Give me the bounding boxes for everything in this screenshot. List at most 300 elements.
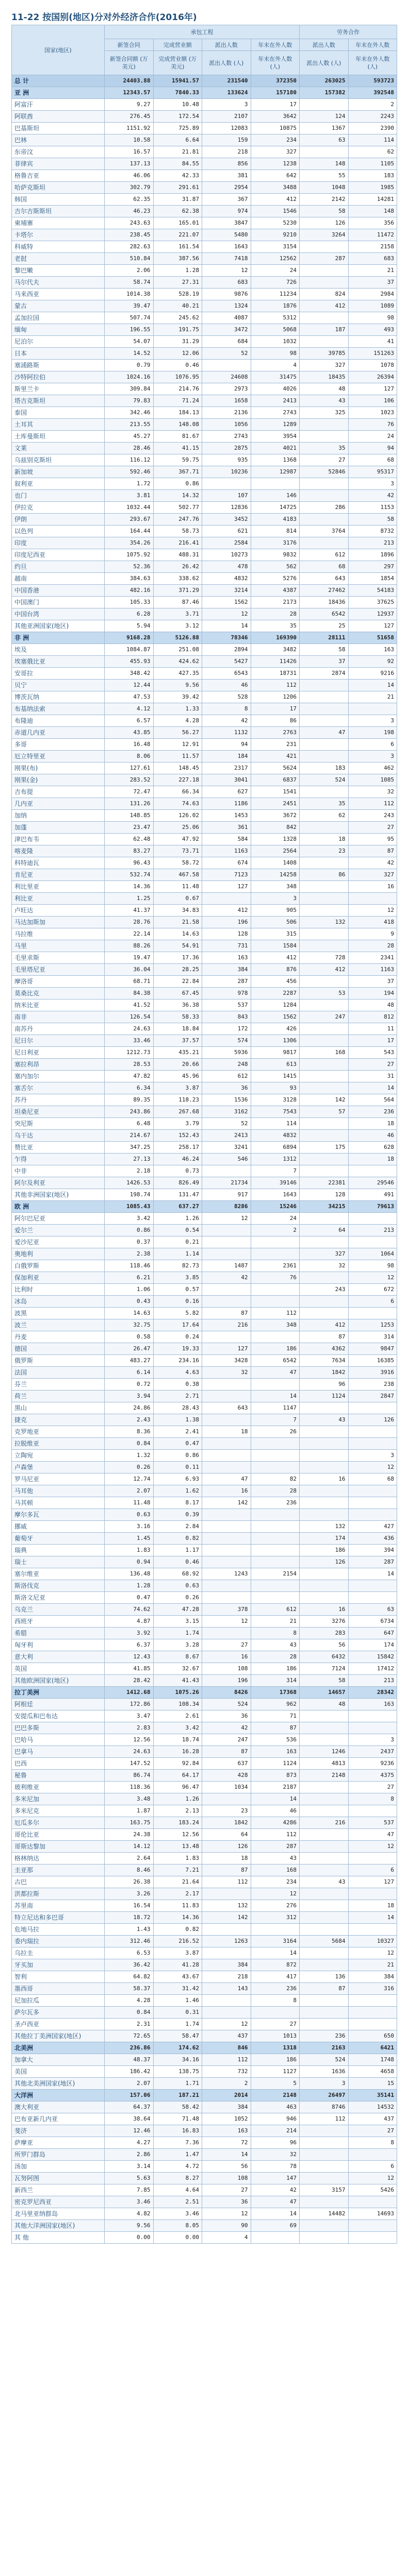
- value-cell: 1426.53: [105, 1177, 154, 1189]
- value-cell: 1238: [251, 158, 300, 170]
- value-cell: 7543: [251, 1106, 300, 1118]
- value-cell: 1075.26: [153, 1687, 202, 1699]
- value-cell: 2.84: [153, 1521, 202, 1533]
- value-cell: 2437: [348, 1746, 397, 1758]
- value-cell: 42.33: [153, 170, 202, 182]
- table-row: [12, 229, 397, 241]
- value-cell: 126: [202, 1841, 251, 1853]
- value-cell: 42: [202, 1722, 251, 1734]
- value-cell: [202, 1438, 251, 1450]
- value-cell: 267.68: [153, 1106, 202, 1118]
- value-cell: 6: [348, 1296, 397, 1308]
- value-cell: 437: [202, 2030, 251, 2042]
- country-name-cell: 卢旺达: [12, 905, 105, 917]
- country-name-cell: 俄罗斯: [12, 1355, 105, 1367]
- value-cell: 612: [251, 1604, 300, 1616]
- table-row: [12, 1734, 397, 1746]
- value-cell: [300, 1912, 349, 1924]
- country-name-cell: 喀麦隆: [12, 845, 105, 857]
- value-cell: 16: [300, 1604, 349, 1616]
- value-cell: [348, 1236, 397, 1248]
- table-row: [12, 1651, 397, 1663]
- country-name-cell: 坦桑尼亚: [12, 1106, 105, 1118]
- value-cell: 39.42: [153, 691, 202, 703]
- value-cell: 28.25: [153, 964, 202, 976]
- value-cell: 71: [251, 1710, 300, 1722]
- value-cell: 132: [300, 1521, 349, 1533]
- value-cell: 48: [300, 383, 349, 395]
- value-cell: [300, 1082, 349, 1094]
- value-cell: [348, 1592, 397, 1604]
- value-cell: [300, 1782, 349, 1793]
- value-cell: 1075.92: [105, 549, 154, 561]
- value-cell: 7.85: [105, 2184, 154, 2196]
- value-cell: 3.42: [153, 1722, 202, 1734]
- country-name-cell: 其他北美洲国家(地区): [12, 2078, 105, 2090]
- value-cell: 41.52: [105, 999, 154, 1011]
- value-cell: 174.62: [153, 2042, 202, 2054]
- table-body: [12, 75, 397, 2244]
- value-cell: 24608: [202, 371, 251, 383]
- table-row: [12, 1142, 397, 1154]
- value-cell: 2984: [348, 289, 397, 300]
- value-cell: [251, 1331, 300, 1343]
- country-name-cell: 赞比亚: [12, 1142, 105, 1154]
- value-cell: 3764: [300, 526, 349, 537]
- value-cell: 9236: [348, 1758, 397, 1770]
- value-cell: 0.82: [153, 1533, 202, 1545]
- value-cell: [251, 1556, 300, 1568]
- value-cell: 537: [202, 999, 251, 1011]
- country-name-cell: 哥斯达黎加: [12, 1841, 105, 1853]
- value-cell: [348, 1165, 397, 1177]
- table-row: [12, 383, 397, 395]
- country-name-cell: 立陶宛: [12, 1450, 105, 1462]
- value-cell: 325: [300, 407, 349, 419]
- value-cell: 27: [202, 1639, 251, 1651]
- country-name-cell: 其他拉丁美洲国家(地区): [12, 2030, 105, 2042]
- value-cell: 0.84: [105, 2007, 154, 2019]
- country-name-cell: 布基纳法索: [12, 703, 105, 715]
- value-cell: 524: [202, 1699, 251, 1710]
- value-cell: 9817: [251, 1047, 300, 1059]
- value-cell: 213: [348, 537, 397, 549]
- table-row: [12, 1236, 397, 1248]
- table-row: [12, 1983, 397, 1995]
- country-name-cell: 越南: [12, 573, 105, 585]
- value-cell: 1.72: [105, 478, 154, 490]
- country-name-cell: 也门: [12, 490, 105, 502]
- table-row: [12, 1793, 397, 1805]
- country-name-cell: 南非: [12, 1011, 105, 1023]
- country-name-cell: 马拉维: [12, 928, 105, 940]
- country-name-cell: 北美洲: [12, 2042, 105, 2054]
- value-cell: 1.87: [105, 1805, 154, 1817]
- value-cell: 76: [251, 1272, 300, 1284]
- value-cell: 168: [251, 1865, 300, 1876]
- country-name-cell: 圣卢西亚: [12, 2019, 105, 2030]
- table-row: [12, 1343, 397, 1355]
- value-cell: 64: [202, 1829, 251, 1841]
- table-row: [12, 1402, 397, 1414]
- value-cell: 2148: [300, 1770, 349, 1782]
- value-cell: [300, 1236, 349, 1248]
- value-cell: 148: [348, 206, 397, 217]
- table-row: [12, 146, 397, 158]
- table-row: [12, 348, 397, 360]
- value-cell: 127: [348, 620, 397, 632]
- header-contract-dispatched: 派出人数 (人): [202, 51, 251, 75]
- value-cell: 316: [348, 1983, 397, 1995]
- value-cell: 64.82: [105, 1971, 154, 1983]
- table-row: [12, 1841, 397, 1853]
- table-row: [12, 241, 397, 253]
- header-group-contract: 承包工程: [105, 25, 300, 39]
- value-cell: 0.26: [105, 1462, 154, 1473]
- value-cell: 69: [251, 2220, 300, 2232]
- value-cell: 4: [202, 2232, 251, 2244]
- country-name-cell: 波兰: [12, 1319, 105, 1331]
- value-cell: 1052: [202, 2113, 251, 2125]
- value-cell: 243.63: [105, 217, 154, 229]
- value-cell: 283.52: [105, 774, 154, 786]
- value-cell: 348.42: [105, 668, 154, 680]
- value-cell: 1541: [251, 786, 300, 798]
- table-row: [12, 1604, 397, 1616]
- value-cell: 1.47: [153, 2149, 202, 2161]
- value-cell: 124: [300, 111, 349, 123]
- value-cell: 36: [202, 2196, 251, 2208]
- value-cell: 112: [251, 1829, 300, 1841]
- value-cell: 8: [202, 703, 251, 715]
- country-name-cell: 中国香港: [12, 585, 105, 597]
- value-cell: 152.43: [153, 1130, 202, 1142]
- value-cell: 21: [348, 265, 397, 277]
- country-name-cell: 希腊: [12, 1628, 105, 1639]
- value-cell: 3162: [202, 1106, 251, 1118]
- value-cell: [348, 2220, 397, 2232]
- value-cell: 3.85: [153, 1272, 202, 1284]
- header-sub-labor-year-end: 年末在外人数: [348, 39, 397, 51]
- value-cell: 27: [348, 1059, 397, 1071]
- value-cell: 3954: [251, 431, 300, 443]
- country-name-cell: 所罗门群岛: [12, 2149, 105, 2161]
- value-cell: 1212.73: [105, 1047, 154, 1059]
- value-cell: 3: [251, 893, 300, 905]
- table-row: [12, 834, 397, 845]
- table-row: [12, 2196, 397, 2208]
- table-row: [12, 217, 397, 229]
- table-row: [12, 774, 397, 786]
- value-cell: [348, 1710, 397, 1722]
- table-row: [12, 964, 397, 976]
- value-cell: 236: [251, 1497, 300, 1509]
- value-cell: 81.67: [153, 431, 202, 443]
- value-cell: 54.07: [105, 336, 154, 348]
- value-cell: 21.64: [153, 1876, 202, 1888]
- value-cell: 2.71: [153, 1391, 202, 1402]
- value-cell: [300, 1154, 349, 1165]
- value-cell: 35141: [348, 2090, 397, 2102]
- value-cell: 0.11: [153, 1462, 202, 1473]
- value-cell: 148: [300, 158, 349, 170]
- value-cell: 381: [202, 170, 251, 182]
- value-cell: 3.48: [105, 1793, 154, 1805]
- value-cell: 11.48: [105, 1497, 154, 1509]
- value-cell: [348, 1213, 397, 1225]
- table-row: [12, 1568, 397, 1580]
- value-cell: [300, 1165, 349, 1177]
- table-row: [12, 597, 397, 608]
- value-cell: 14532: [348, 2102, 397, 2113]
- value-cell: 31.29: [153, 336, 202, 348]
- country-name-cell: 伊拉克: [12, 502, 105, 514]
- cooperation-table: [11, 25, 397, 2244]
- country-name-cell: 牙买加: [12, 1959, 105, 1971]
- value-cell: [202, 1462, 251, 1473]
- value-cell: 7124: [300, 1663, 349, 1675]
- value-cell: [202, 893, 251, 905]
- value-cell: 0.46: [153, 1556, 202, 1568]
- table-row: [12, 1509, 397, 1521]
- value-cell: 168: [300, 1047, 349, 1059]
- value-cell: 46: [251, 1805, 300, 1817]
- value-cell: [202, 1225, 251, 1236]
- value-cell: 612: [300, 549, 349, 561]
- value-cell: 58.74: [105, 277, 154, 289]
- value-cell: 384: [202, 2102, 251, 2113]
- value-cell: 3.71: [153, 608, 202, 620]
- value-cell: 24: [348, 431, 397, 443]
- value-cell: 87: [348, 845, 397, 857]
- value-cell: 106: [348, 395, 397, 407]
- value-cell: 16: [202, 1651, 251, 1663]
- table-row: [12, 786, 397, 798]
- country-name-cell: 塞内加尔: [12, 1071, 105, 1082]
- value-cell: 0.84: [105, 1438, 154, 1450]
- value-cell: 11426: [251, 656, 300, 668]
- value-cell: 1056: [202, 419, 251, 431]
- value-cell: 20.66: [153, 1059, 202, 1071]
- country-name-cell: 古巴: [12, 1876, 105, 1888]
- value-cell: 2341: [348, 952, 397, 964]
- table-row: [12, 1829, 397, 1841]
- value-cell: 243: [300, 1284, 349, 1296]
- value-cell: 3.46: [153, 2208, 202, 2220]
- value-cell: 47: [300, 727, 349, 739]
- value-cell: 4.28: [105, 1995, 154, 2007]
- value-cell: 1243: [202, 1568, 251, 1580]
- value-cell: 35: [251, 620, 300, 632]
- value-cell: 314: [251, 1675, 300, 1687]
- value-cell: 4: [251, 360, 300, 371]
- value-cell: 26.38: [105, 1876, 154, 1888]
- value-cell: 73.71: [153, 845, 202, 857]
- value-cell: 9.27: [105, 99, 154, 111]
- value-cell: 637.27: [153, 1201, 202, 1213]
- value-cell: [300, 751, 349, 762]
- value-cell: 84.55: [153, 158, 202, 170]
- country-name-cell: 毛里塔尼亚: [12, 964, 105, 976]
- value-cell: [300, 1059, 349, 1071]
- value-cell: 528.19: [153, 289, 202, 300]
- value-cell: 10273: [202, 549, 251, 561]
- value-cell: 42: [202, 1272, 251, 1284]
- region-row: [12, 2042, 397, 2054]
- value-cell: 14.32: [153, 490, 202, 502]
- value-cell: 72.47: [105, 786, 154, 798]
- value-cell: 58.33: [153, 1011, 202, 1023]
- table-row: [12, 2054, 397, 2066]
- value-cell: 1748: [348, 2054, 397, 2066]
- value-cell: [300, 2173, 349, 2184]
- country-name-cell: 赤道几内亚: [12, 727, 105, 739]
- value-cell: 2564: [251, 845, 300, 857]
- value-cell: 214.67: [105, 1130, 154, 1142]
- value-cell: [251, 1580, 300, 1592]
- value-cell: 247.76: [153, 514, 202, 526]
- value-cell: 647: [348, 1628, 397, 1639]
- value-cell: 14: [202, 620, 251, 632]
- table-row: [12, 715, 397, 727]
- value-cell: 126.02: [153, 810, 202, 822]
- value-cell: 63: [300, 134, 349, 146]
- value-cell: 218: [202, 146, 251, 158]
- value-cell: 510.84: [105, 253, 154, 265]
- value-cell: 78346: [202, 632, 251, 644]
- value-cell: 231: [251, 739, 300, 751]
- value-cell: 21: [348, 691, 397, 703]
- value-cell: 10236: [202, 466, 251, 478]
- value-cell: 2: [202, 2078, 251, 2090]
- value-cell: 23: [300, 845, 349, 857]
- value-cell: 74.62: [105, 1604, 154, 1616]
- table-row: [12, 1189, 397, 1201]
- value-cell: 48: [300, 1699, 349, 1710]
- value-cell: 221.07: [153, 229, 202, 241]
- table-row: [12, 1936, 397, 1947]
- value-cell: 18: [300, 834, 349, 845]
- value-cell: 3: [348, 751, 397, 762]
- value-cell: 92.84: [153, 1758, 202, 1770]
- value-cell: 127: [202, 1343, 251, 1355]
- value-cell: 112: [251, 1308, 300, 1319]
- value-cell: 3.42: [105, 1213, 154, 1225]
- value-cell: 41.43: [153, 1675, 202, 1687]
- value-cell: 2584: [202, 537, 251, 549]
- value-cell: 127: [202, 881, 251, 893]
- table-row: [12, 585, 397, 597]
- value-cell: 27: [348, 2125, 397, 2137]
- value-cell: 234: [251, 134, 300, 146]
- value-cell: 96.43: [105, 857, 154, 869]
- value-cell: 41.37: [105, 905, 154, 917]
- value-cell: 57: [300, 1106, 349, 1118]
- country-name-cell: 多米尼克: [12, 1805, 105, 1817]
- country-name-cell: 蒙古: [12, 300, 105, 312]
- table-row: [12, 2220, 397, 2232]
- value-cell: 37: [300, 656, 349, 668]
- value-cell: 245.62: [153, 312, 202, 324]
- country-name-cell: 塔吉克斯坦: [12, 395, 105, 407]
- value-cell: 3241: [202, 1142, 251, 1154]
- value-cell: 1124: [300, 1391, 349, 1402]
- value-cell: 612: [202, 1071, 251, 1082]
- table-row: [12, 1805, 397, 1817]
- value-cell: 1023: [348, 407, 397, 419]
- value-cell: 41.15: [153, 443, 202, 454]
- country-name-cell: 克罗地亚: [12, 1426, 105, 1438]
- value-cell: 72.65: [105, 2030, 154, 2042]
- value-cell: 46: [202, 680, 251, 691]
- value-cell: 291.61: [153, 182, 202, 194]
- value-cell: 6: [348, 2161, 397, 2173]
- value-cell: 2287: [251, 988, 300, 999]
- value-cell: 29546: [348, 1177, 397, 1189]
- value-cell: 1064: [348, 1248, 397, 1260]
- value-cell: [202, 1888, 251, 1900]
- value-cell: 1263: [202, 1936, 251, 1947]
- value-cell: [300, 1485, 349, 1497]
- value-cell: 9.56: [153, 680, 202, 691]
- value-cell: 1453: [202, 810, 251, 822]
- country-name-cell: 加蓬: [12, 822, 105, 834]
- table-row: [12, 1284, 397, 1296]
- value-cell: 3.28: [153, 1639, 202, 1651]
- value-cell: [202, 1391, 251, 1402]
- value-cell: 11.48: [153, 881, 202, 893]
- value-cell: 502.77: [153, 502, 202, 514]
- value-cell: 546: [202, 1154, 251, 1165]
- table-row: [12, 952, 397, 964]
- value-cell: 1.28: [105, 1580, 154, 1592]
- table-row: [12, 1094, 397, 1106]
- value-cell: 4658: [348, 2066, 397, 2078]
- value-cell: 0.86: [105, 1225, 154, 1236]
- value-cell: 17: [251, 99, 300, 111]
- value-cell: 183: [348, 170, 397, 182]
- value-cell: 36.38: [153, 999, 202, 1011]
- value-cell: 18436: [300, 597, 349, 608]
- value-cell: 917: [202, 1189, 251, 1201]
- value-cell: 302.79: [105, 182, 154, 194]
- value-cell: 18: [348, 1118, 397, 1130]
- country-name-cell: 菲律宾: [12, 158, 105, 170]
- country-name-cell: 罗马尼亚: [12, 1473, 105, 1485]
- header-contract-year-end: 年末在外人数 (人): [251, 51, 300, 75]
- value-cell: [251, 1296, 300, 1308]
- value-cell: 17: [348, 1035, 397, 1047]
- value-cell: 47: [251, 2196, 300, 2208]
- value-cell: 2847: [348, 1391, 397, 1402]
- value-cell: 1206: [251, 691, 300, 703]
- country-name-cell: 瓦努阿图: [12, 2173, 105, 2184]
- value-cell: 157180: [251, 87, 300, 99]
- value-cell: 628: [348, 1142, 397, 1154]
- value-cell: 3.47: [105, 1710, 154, 1722]
- value-cell: 63: [348, 1604, 397, 1616]
- value-cell: 248: [202, 1059, 251, 1071]
- value-cell: 98: [348, 1260, 397, 1272]
- value-cell: 7123: [202, 869, 251, 881]
- value-cell: 12: [348, 1462, 397, 1473]
- table-row: [12, 1746, 397, 1758]
- value-cell: [300, 1023, 349, 1035]
- value-cell: 8.17: [153, 1497, 202, 1509]
- country-name-cell: 墨西哥: [12, 1983, 105, 1995]
- value-cell: 194: [348, 988, 397, 999]
- value-cell: 238: [348, 1379, 397, 1391]
